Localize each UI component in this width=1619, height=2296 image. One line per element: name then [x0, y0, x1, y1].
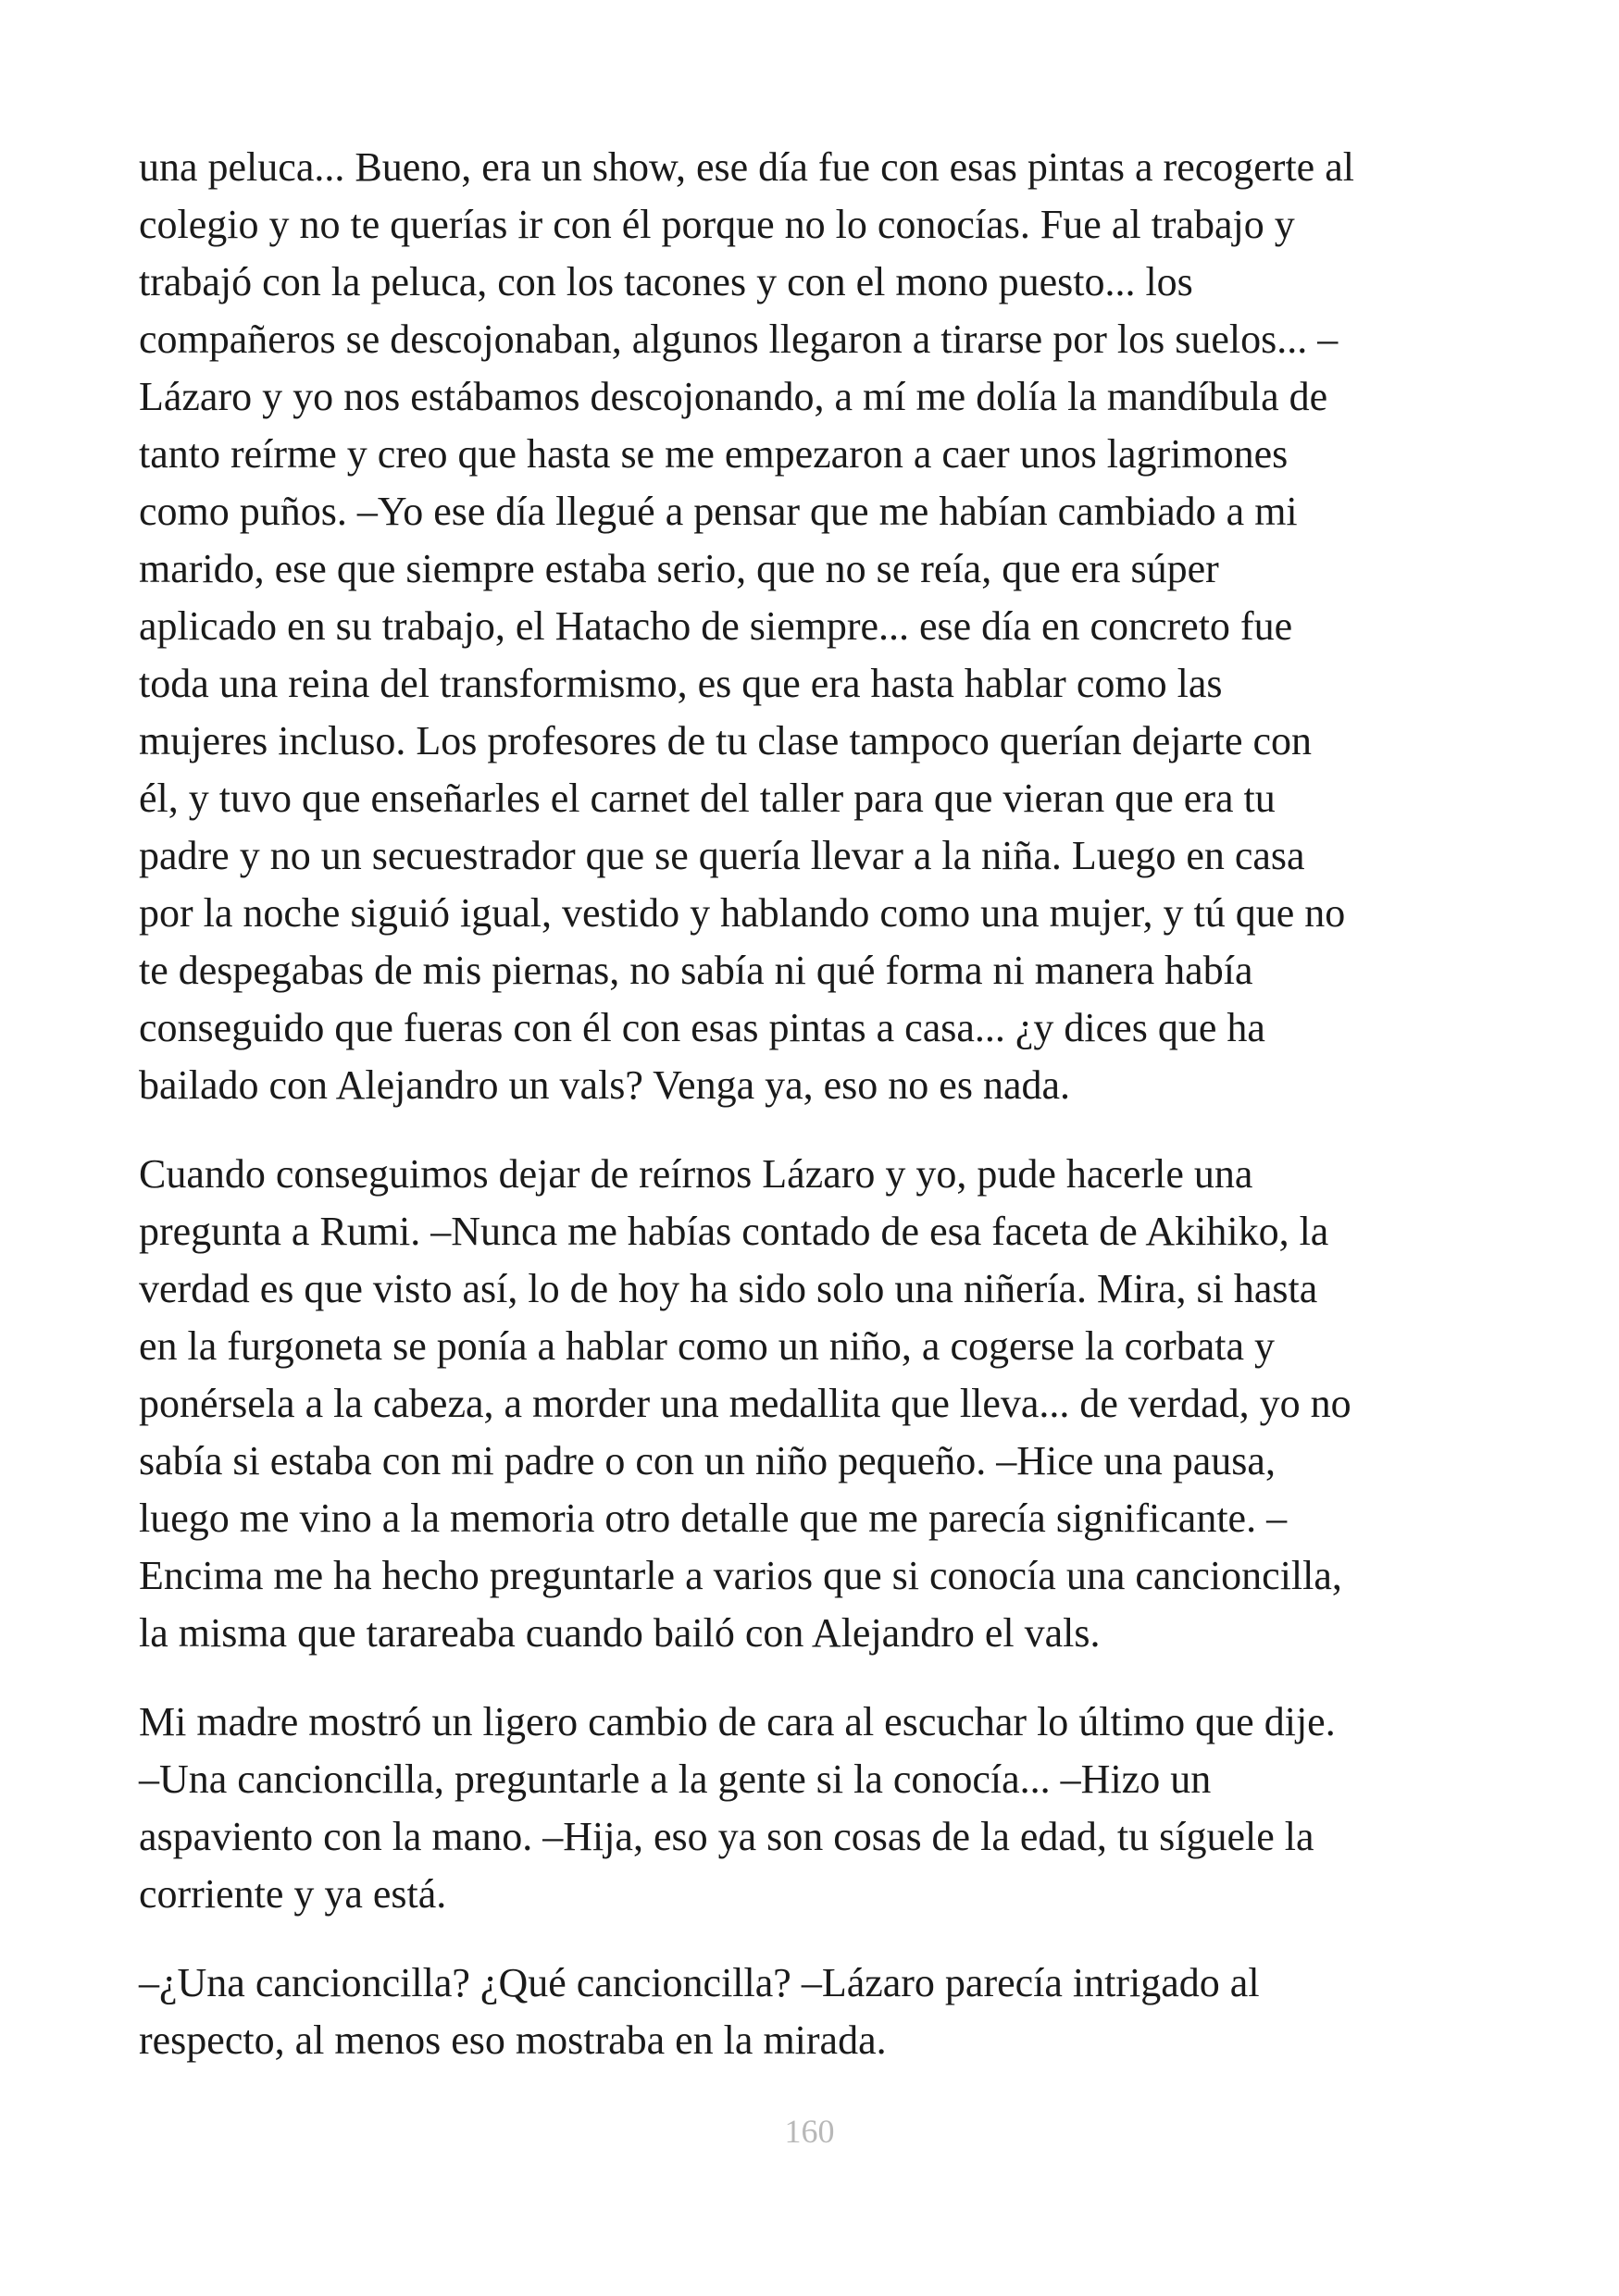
text-line: mujeres incluso. Los profesores de tu clase tampoco querían dejarte con	[139, 718, 1312, 763]
text-line: aspaviento con la mano. –Hija, eso ya son cosas de la edad, tu síguele la	[139, 1814, 1314, 1859]
body-text	[139, 139, 1500, 2101]
paragraph-3	[139, 1694, 1500, 1923]
text-line: una peluca... Bueno, era un show, ese día fue con esas pintas a recogerte al	[139, 144, 1354, 190]
text-line: pregunta a Rumi. –Nunca me habías contado de esa faceta de Akihiko, la	[139, 1209, 1329, 1254]
text-line: compañeros se descojonaban, algunos llegaron a tirarse por los suelos... –	[139, 316, 1339, 362]
text-line: respecto, al menos eso mostraba en la mirada.	[139, 2017, 887, 2063]
page-number: 160	[784, 2113, 835, 2150]
text-line: aplicado en su trabajo, el Hatacho de siempre... ese día en concreto fue	[139, 603, 1293, 649]
text-line: sabía si estaba con mi padre o con un niño pequeño. –Hice una pausa,	[139, 1438, 1276, 1483]
text-line: corriente y ya está.	[139, 1871, 447, 1917]
text-line: por la noche siguió igual, vestido y hablando como una mujer, y tú que no	[139, 890, 1346, 936]
paragraph-1	[139, 139, 1500, 1114]
text-line: Cuando conseguimos dejar de reírnos Lázaro y yo, pude hacerle una	[139, 1151, 1253, 1197]
text-line: marido, ese que siempre estaba serio, que no se reía, que era súper	[139, 546, 1219, 591]
text-line: colegio y no te querías ir con él porque no lo conocías. Fue al trabajo y	[139, 202, 1295, 247]
text-line: –¿Una cancioncilla? ¿Qué cancioncilla? –Lázaro parecía intrigado al	[139, 1960, 1260, 2005]
text-line: como puños. –Yo ese día llegué a pensar que me habían cambiado a mi	[139, 489, 1298, 534]
text-line: conseguido que fueras con él con esas pintas a casa... ¿y dices que ha	[139, 1005, 1265, 1050]
text-line: padre y no un secuestrador que se quería llevar a la niña. Luego en casa	[139, 833, 1305, 878]
text-line: en la furgoneta se ponía a hablar como un niño, a cogerse la corbata y	[139, 1323, 1276, 1369]
text-line: luego me vino a la memoria otro detalle que me parecía significante. –	[139, 1496, 1288, 1541]
text-line: la misma que tarareaba cuando bailó con Alejandro el vals.	[139, 1610, 1101, 1656]
text-line: verdad es que visto así, lo de hoy ha sido solo una niñería. Mira, si hasta	[139, 1266, 1318, 1311]
text-line: toda una reina del transformismo, es que era hasta hablar como las	[139, 661, 1223, 706]
text-line: Lázaro y yo nos estábamos descojonando, a mí me dolía la mandíbula de	[139, 374, 1328, 419]
text-line: ponérsela a la cabeza, a morder una medallita que lleva... de verdad, yo no	[139, 1381, 1351, 1426]
text-line: Encima me ha hecho preguntarle a varios que si conocía una cancioncilla,	[139, 1553, 1342, 1598]
text-line: trabajó con la peluca, con los tacones y con el mono puesto... los	[139, 259, 1193, 304]
paragraph-4	[139, 1955, 1500, 2069]
paragraph-2	[139, 1146, 1500, 1662]
text-line: tanto reírme y creo que hasta se me empezaron a caer unos lagrimones	[139, 431, 1289, 477]
text-line: bailado con Alejandro un vals? Venga ya, eso no es nada.	[139, 1062, 1071, 1108]
text-line: él, y tuvo que enseñarles el carnet del taller para que vieran que era tu	[139, 776, 1276, 821]
text-line: te despegabas de mis piernas, no sabía ni qué forma ni manera había	[139, 948, 1253, 993]
text-line: Mi madre mostró un ligero cambio de cara al escuchar lo último que dije.	[139, 1699, 1336, 1744]
text-line: –Una cancioncilla, preguntarle a la gente si la conocía... –Hizo un	[139, 1756, 1212, 1802]
